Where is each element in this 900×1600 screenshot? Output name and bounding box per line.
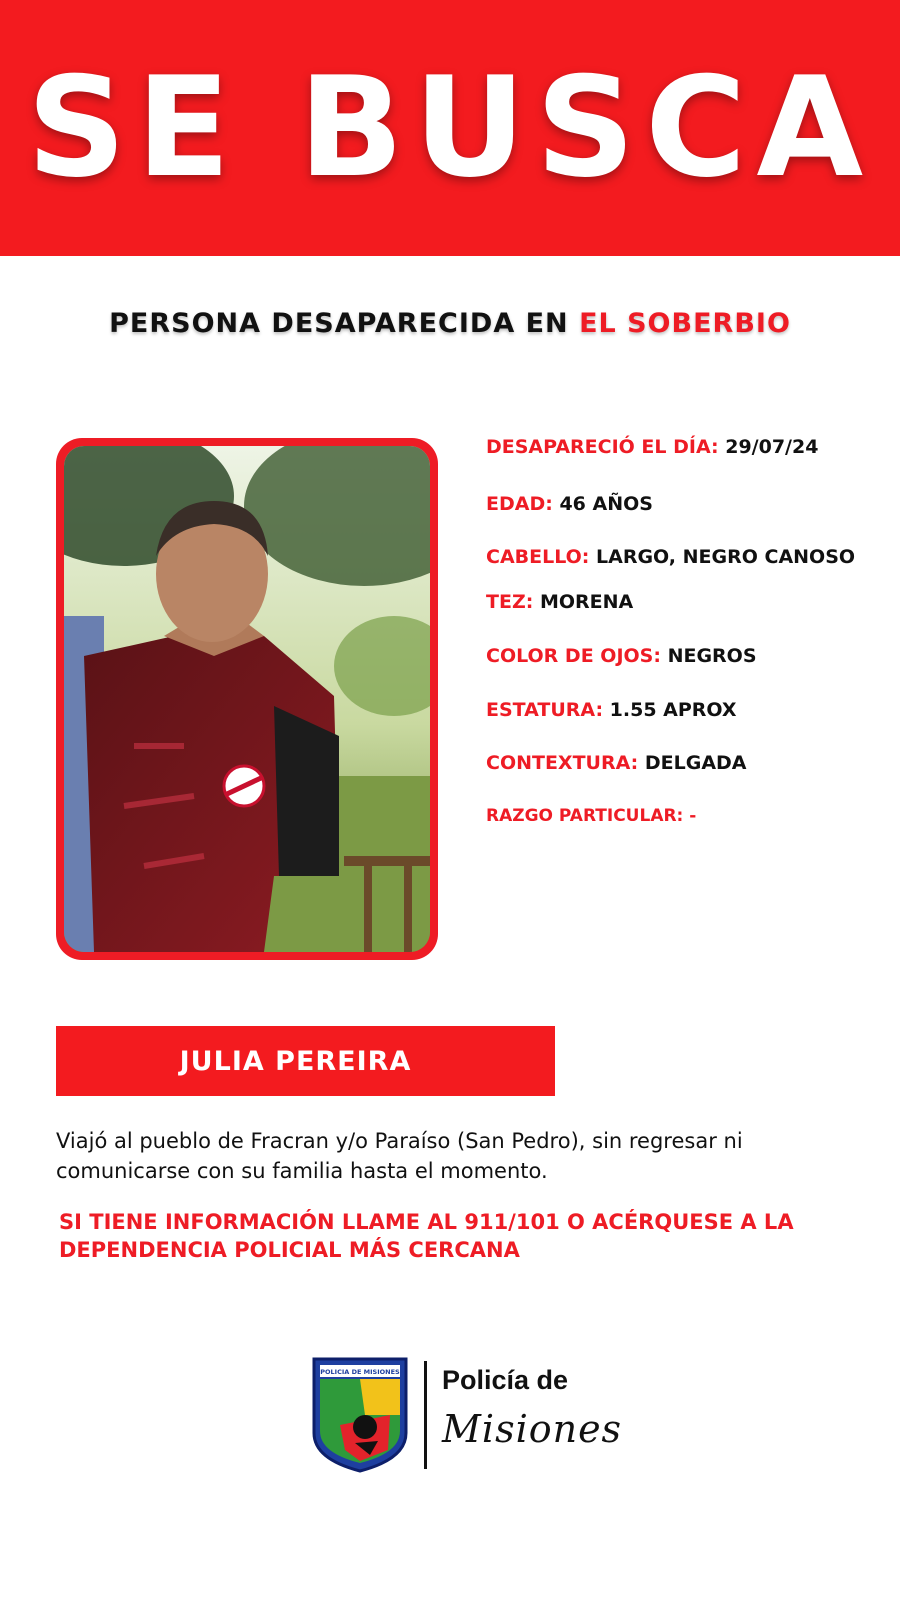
police-logo bbox=[310, 1355, 623, 1485]
detail-distinguishing-mark: RAZGO PARTICULAR: - bbox=[486, 806, 697, 826]
person-photo bbox=[64, 446, 430, 952]
detail-age: EDAD: 46 AÑOS bbox=[486, 493, 653, 515]
name-bar bbox=[56, 1026, 555, 1096]
contact-callout: SI TIENE INFORMACIÓN LLAME AL 911/101 O ACÉRQUESE A LA DEPENDENCIA POLICIAL MÁS CERCANA bbox=[59, 1210, 794, 1262]
police-shield-icon bbox=[310, 1355, 410, 1475]
logo-divider bbox=[424, 1361, 427, 1469]
logo-line2: Misiones bbox=[442, 1407, 623, 1451]
detail-skin: TEZ: MORENA bbox=[486, 591, 634, 613]
logo-line1: Policía de bbox=[442, 1365, 569, 1395]
subtitle bbox=[0, 308, 900, 339]
photo-frame bbox=[56, 438, 438, 960]
page-title: SE BUSCA bbox=[26, 47, 874, 208]
header-banner bbox=[0, 0, 900, 256]
detail-hair: CABELLO: LARGO, NEGRO CANOSO bbox=[486, 546, 856, 568]
detail-height: ESTATURA: 1.55 APROX bbox=[486, 699, 737, 721]
detail-date: DESAPARECIÓ EL DÍA: 29/07/24 bbox=[486, 436, 819, 458]
person-name: JULIA PEREIRA bbox=[179, 1045, 412, 1077]
description: Viajó al pueblo de Fracran y/o Paraíso (San Pedro), sin regresar ni comunicarse con su familia hasta el momento. bbox=[56, 1129, 743, 1183]
subtitle-prefix: PERSONA DESAPARECIDA EN bbox=[109, 308, 580, 339]
detail-build: CONTEXTURA: DELGADA bbox=[486, 752, 747, 774]
detail-eye-color: COLOR DE OJOS: NEGROS bbox=[486, 645, 757, 667]
subtitle-place: EL SOBERBIO bbox=[579, 308, 791, 339]
shield-text: POLICIA DE MISIONES bbox=[320, 1368, 400, 1376]
